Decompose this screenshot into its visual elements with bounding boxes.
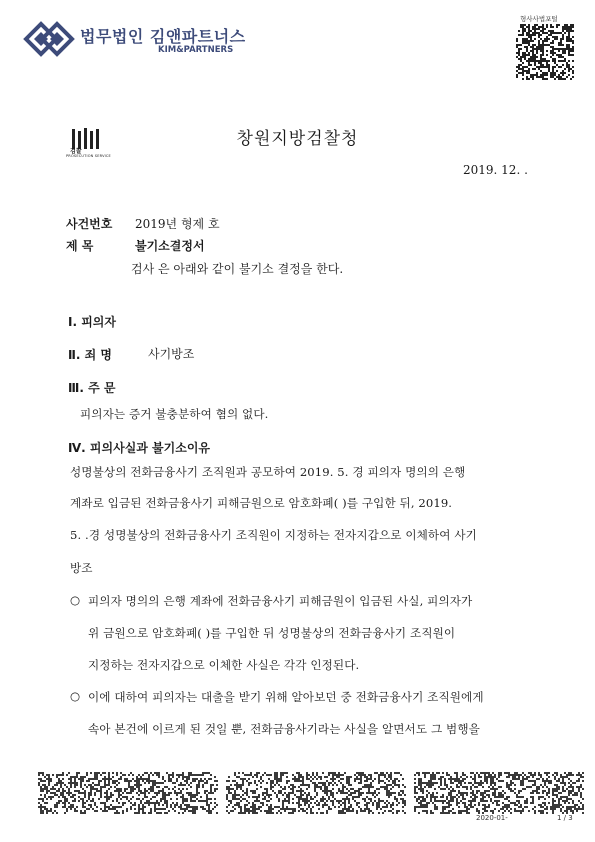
footer-barcode-noise xyxy=(226,772,406,814)
body-line: 계좌로 입금된 전화금융사기 피해금원으로 암호화폐( )를 구입한 뒤, 2019. xyxy=(70,496,453,510)
footer-barcode-noise xyxy=(38,772,218,814)
footer-doc-number: 2020-01- xyxy=(476,814,508,822)
bullet-mark: ○ xyxy=(70,593,81,607)
section-facts-reasons: Ⅳ. 피의사실과 불기소이유 xyxy=(68,441,211,455)
charge-value: 사기방조 xyxy=(148,347,195,361)
case-number-value: 2019년 형제 호 xyxy=(135,217,220,231)
office-title: 창원지방검찰청 xyxy=(236,129,359,149)
footer-page-number: 1 / 3 xyxy=(557,814,573,822)
firm-name: 법무법인 김앤파트너스 xyxy=(80,27,246,46)
body-line: 5. .경 성명불상의 전화금융사기 조직원이 지정하는 전자지갑으로 이체하여 사기 xyxy=(70,528,477,542)
bullet-line: 지정하는 전자지갑으로 이체한 사실은 각각 인정된다. xyxy=(88,658,360,672)
emblem-label-en: PROSECUTION SERVICE xyxy=(66,154,111,158)
section-disposition: Ⅲ. 주 문 xyxy=(68,381,116,395)
section-suspect: Ⅰ. 피의자 xyxy=(68,315,116,329)
subject-value: 불기소결정서 xyxy=(135,239,205,253)
qr-code-icon[interactable] xyxy=(516,24,574,80)
case-number-label: 사건번호 xyxy=(66,217,113,231)
body-line: 방조 xyxy=(70,561,93,575)
bullet-line: 이에 대하여 피의자는 대출을 받기 위해 알아보던 중 전화금융사기 조직원에게 xyxy=(88,690,484,704)
section-charge: Ⅱ. 죄 명 xyxy=(68,348,113,362)
emblem-label: 검찰 xyxy=(70,148,82,155)
firm-name-en: KIM&PARTNERS xyxy=(158,45,234,55)
qr-label: 형사사법포털 xyxy=(520,15,558,23)
intro-line: 검사 은 아래와 같이 불기소 결정을 한다. xyxy=(131,262,344,276)
body-line: 성명불상의 전화금융사기 조직원과 공모하여 2019. 5. 경 피의자 명의의 은행 xyxy=(70,465,466,479)
bullet-mark: ○ xyxy=(70,689,81,703)
footer-barcode-noise xyxy=(414,772,584,814)
subject-label: 제 목 xyxy=(66,239,94,253)
bullet-line: 속아 본건에 이르게 된 것일 뿐, 전화금융사기라는 사실을 알면서도 그 범행을 xyxy=(88,722,480,736)
disposition-text: 피의자는 증거 불충분하여 혐의 없다. xyxy=(80,407,269,421)
bullet-line: 피의자 명의의 은행 계좌에 전화금융사기 피해금원이 입금된 사실, 피의자가 xyxy=(88,594,473,608)
document-date: 2019. 12. . xyxy=(463,163,528,177)
bullet-line: 위 금원으로 암호화폐( )를 구입한 뒤 성명불상의 전화금융사기 조직원이 xyxy=(88,626,456,640)
firm-logo-icon xyxy=(22,20,76,58)
